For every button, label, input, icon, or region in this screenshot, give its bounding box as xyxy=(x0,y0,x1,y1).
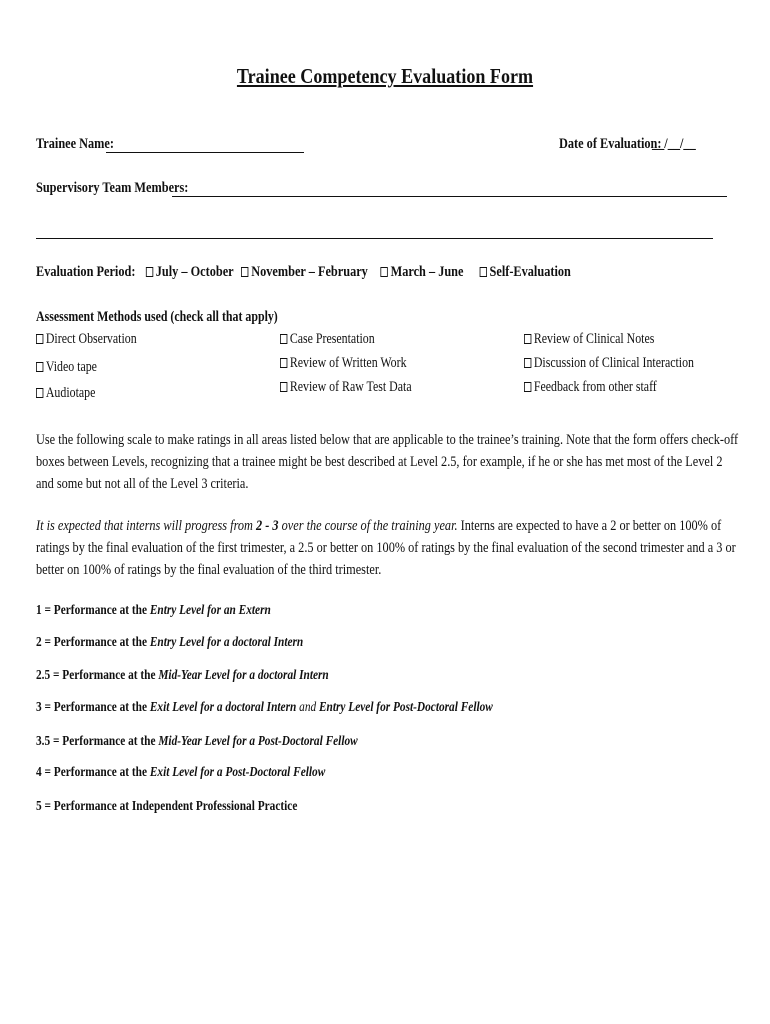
supervisory-label: Supervisory Team Members: xyxy=(36,180,189,196)
scale-level-5: 5 = Performance at Independent Professional Practice xyxy=(36,798,298,813)
checkbox-icon[interactable] xyxy=(241,267,248,277)
period-option-march-june[interactable]: March – June xyxy=(381,264,464,280)
scale-level-3-5: 3.5 = Performance at the Mid-Year Level for a Post-Doctoral Fellow xyxy=(36,733,358,748)
checkbox-icon[interactable] xyxy=(36,388,43,398)
checkbox-icon[interactable] xyxy=(524,358,531,368)
instructions-paragraph-1: Use the following scale to make ratings in all areas listed below that are applicable to the trainee’s training. Note that the form offers check-off boxes between Levels, recognizing that a trainee might be best described at Level 2.5, for example, if he or she has met most of the Level 2 and some but not all of the Level 3 criteria. xyxy=(36,432,739,492)
checkbox-icon[interactable] xyxy=(280,334,287,344)
scale-level-4: 4 = Performance at the Exit Level for a Post-Doctoral Fellow xyxy=(36,764,326,779)
assessment-feedback-other-staff[interactable]: Feedback from other staff xyxy=(524,379,657,396)
assessment-direct-observation[interactable]: Direct Observation xyxy=(36,331,137,348)
assessment-audiotape[interactable]: Audiotape xyxy=(36,385,95,402)
form-title: Trainee Competency Evaluation Form xyxy=(236,64,534,88)
checkbox-icon[interactable] xyxy=(524,382,531,392)
checkbox-icon[interactable] xyxy=(36,334,43,344)
assessment-case-presentation[interactable]: Case Presentation xyxy=(280,331,375,348)
date-label: Date of Evaluation: xyxy=(559,136,662,152)
checkbox-icon[interactable] xyxy=(381,267,388,277)
assessment-video-tape[interactable]: Video tape xyxy=(36,359,97,376)
checkbox-icon[interactable] xyxy=(480,267,487,277)
checkbox-icon[interactable] xyxy=(524,334,531,344)
assessment-review-raw-test-data[interactable]: Review of Raw Test Data xyxy=(280,379,412,396)
checkbox-icon[interactable] xyxy=(36,362,43,372)
period-option-november-february[interactable]: November – February xyxy=(241,264,367,280)
evaluation-period-label: Evaluation Period: xyxy=(36,264,136,280)
evaluation-period xyxy=(36,264,571,281)
period-option-self-evaluation[interactable]: Self-Evaluation xyxy=(480,264,571,280)
supervisory-field[interactable] xyxy=(172,196,727,197)
scale-level-2: 2 = Performance at the Entry Level for a doctoral Intern xyxy=(36,634,304,649)
date-field[interactable]: __/__/__ xyxy=(652,136,696,152)
instructions-paragraph-2: It is expected that interns will progress from 2 - 3 over the course of the training year. Interns are expected to have a 2 or better on 100% of ratings by the final evaluation of the first trimester, a 2.5 or better on 100% of ratings by the final evaluation of the second trimester and a 3 or better on 100% of ratings by the final evaluation of the third trimester. xyxy=(36,518,736,578)
checkbox-icon[interactable] xyxy=(146,267,153,277)
trainee-name-label: Trainee Name: xyxy=(36,136,114,152)
trainee-name-field[interactable] xyxy=(106,152,304,153)
checkbox-icon[interactable] xyxy=(280,358,287,368)
supervisory-field-line-2[interactable] xyxy=(36,238,713,239)
scale-level-3: 3 = Performance at the Exit Level for a doctoral Intern and Entry Level for Post-Doctoral Fellow xyxy=(36,699,493,714)
assessment-heading: Assessment Methods used (check all that apply) xyxy=(36,309,278,325)
scale-level-1: 1 = Performance at the Entry Level for an Extern xyxy=(36,602,271,617)
checkbox-icon[interactable] xyxy=(280,382,287,392)
period-option-july-october[interactable]: July – October xyxy=(146,264,234,280)
assessment-review-written-work[interactable]: Review of Written Work xyxy=(280,355,407,372)
scale-level-2-5: 2.5 = Performance at the Mid-Year Level for a doctoral Intern xyxy=(36,667,329,682)
assessment-discussion-clinical-interaction[interactable]: Discussion of Clinical Interaction xyxy=(524,355,694,372)
assessment-review-clinical-notes[interactable]: Review of Clinical Notes xyxy=(524,331,654,348)
